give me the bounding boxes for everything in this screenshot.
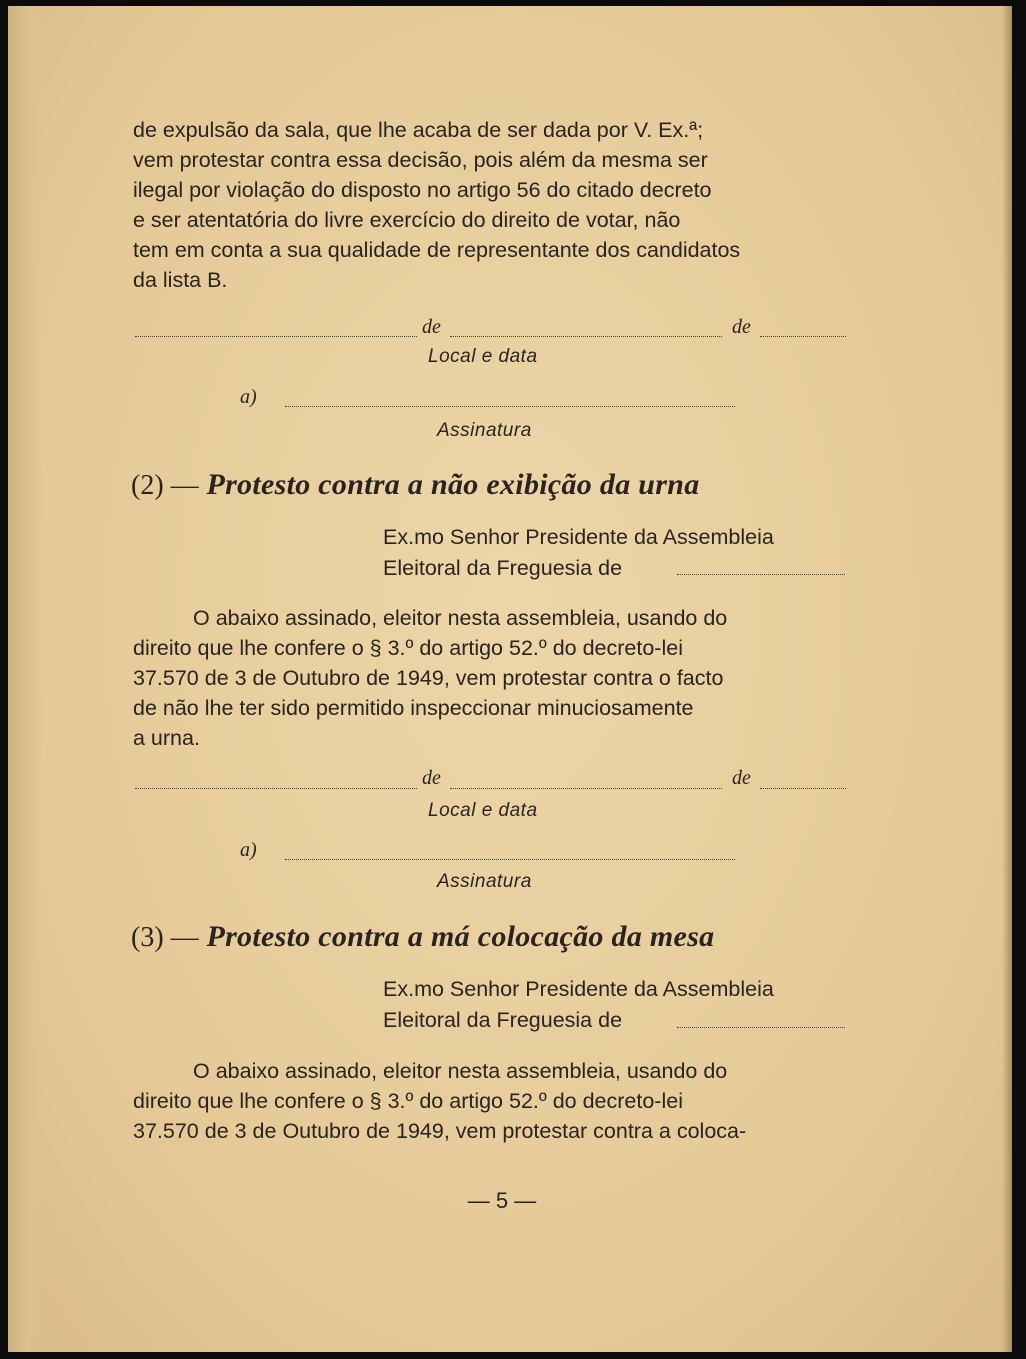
de-label: de [732,316,751,338]
text-line: direito que lhe confere o § 3.º do artigo 52.º do decreto-lei [133,1089,683,1113]
de-label: de [422,767,441,789]
text-line: direito que lhe confere o § 3.º do artigo 52.º do decreto-lei [133,636,683,660]
section-3-heading [131,920,851,954]
address-line: Eleitoral da Freguesia de [383,556,623,580]
text-line: O abaixo assinado, eleitor nesta assembleia, usando do [193,606,728,630]
section-number: (2) — [131,470,199,501]
section-3-paragraph [133,1056,846,1146]
local-dotted-line [135,336,417,337]
local-dotted-line [135,788,417,789]
text-line: e ser atentatória do livre exercício do direito de votar, não [133,208,681,232]
de-label: de [732,767,751,789]
local-data-caption: Local e data [428,800,538,821]
day-dotted-line [450,788,722,789]
section-number: (3) — [131,922,199,953]
text-line: 37.570 de 3 de Outubro de 1949, vem protestar contra a coloca- [133,1119,747,1143]
assinatura-caption: Assinatura [437,420,532,441]
freguesia-dotted-line [677,1027,845,1028]
text-line: 37.570 de 3 de Outubro de 1949, vem protestar contra o facto [133,666,724,690]
text-line: da lista B. [133,268,228,292]
text-line: vem protestar contra essa decisão, pois além da mesma ser [133,148,708,172]
local-data-caption: Local e data [428,346,538,367]
text-line: de não lhe ter sido permitido inspeccionar minuciosamente [133,696,694,720]
text-line: ilegal por violação do disposto no artigo 56 do citado decreto [133,178,712,202]
page-right-edge [1002,6,1012,1352]
signature-dotted-line [285,406,735,407]
year-dotted-line [760,336,846,337]
section-title: Protesto contra a não exibição da urna [206,468,700,501]
assinatura-caption: Assinatura [437,871,532,892]
top-paragraph [133,115,846,295]
address-line: Ex.mo Senhor Presidente da Assembleia [383,977,774,1001]
freguesia-dotted-line [677,574,845,575]
signature-dotted-line [285,859,735,860]
a-label: a) [240,839,257,861]
de-label: de [422,316,441,338]
a-label: a) [240,386,257,408]
day-dotted-line [450,336,722,337]
section-2-paragraph [133,603,846,753]
address-line: Eleitoral da Freguesia de [383,1008,623,1032]
section-title: Protesto contra a má colocação da mesa [206,920,715,953]
text-line: O abaixo assinado, eleitor nesta assembleia, usando do [193,1059,728,1083]
year-dotted-line [760,788,846,789]
address-line: Ex.mo Senhor Presidente da Assembleia [383,525,774,549]
text-line: a urna. [133,726,200,750]
page-binding-edge [8,6,42,1352]
section-2-heading [131,468,851,502]
text-line: de expulsão da sala, que lhe acaba de ser dada por V. Ex.ª; [133,118,704,142]
text-line: tem em conta a sua qualidade de representante dos candidatos [133,238,741,262]
page-number: — 5 — [467,1188,537,1213]
